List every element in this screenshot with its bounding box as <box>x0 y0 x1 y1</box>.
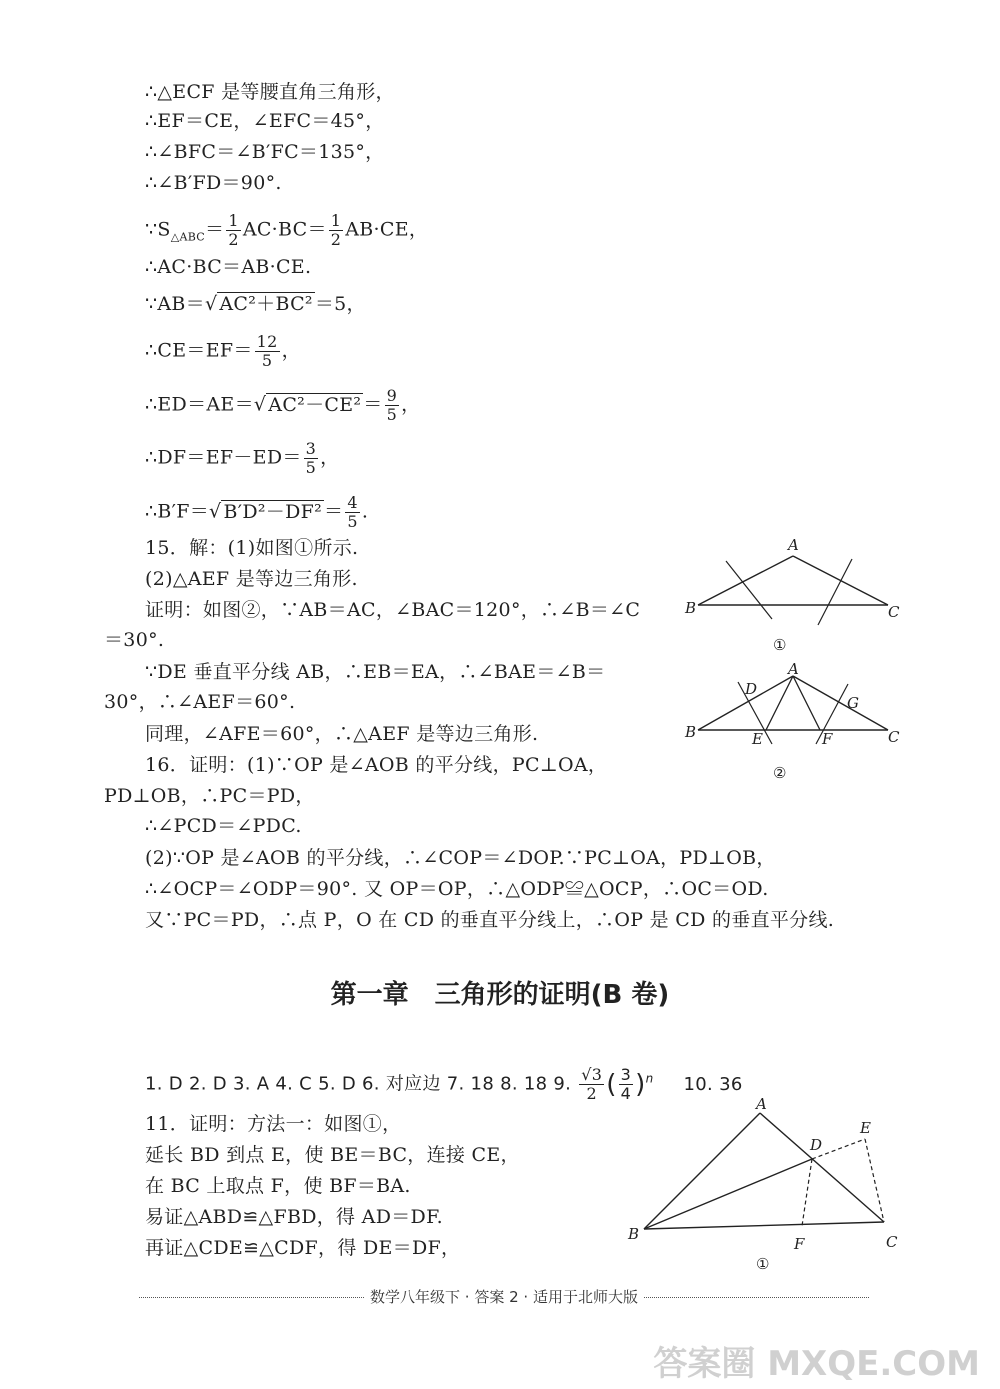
fraction-ce: $\frac{12}{5}$ <box>256 332 278 370</box>
q16-line-4: (2)∵OP 是∠AOB 的平分线，∴∠COP＝∠DOP.∵PC⊥OA，PD⊥OB， <box>145 847 776 869</box>
area-term-2: AB·CE， <box>345 218 429 241</box>
q15-line-2: (2)△AEF 是等边三角形. <box>145 568 358 590</box>
ed-prefix: ∴ED＝AE＝√ <box>145 393 267 416</box>
label-e: E <box>860 1119 871 1137</box>
q15-line-1: 15．解：(1)如图①所示. <box>145 537 359 559</box>
fraction-df: $\frac{3}{5}$ <box>305 439 317 477</box>
q16-line-2: PD⊥OB，∴PC＝PD， <box>104 785 315 807</box>
label-d: D <box>810 1136 823 1154</box>
solution-line-10 <box>145 440 339 477</box>
label-b: B <box>685 599 697 617</box>
q11-line-5: 再证△CDE≌△CDF，得 DE＝DF， <box>145 1237 461 1259</box>
label-e: E <box>752 730 763 748</box>
answer-row: 1. D 2. D 3. A 4. C 5. D 6. 对应边 7. 18 8. 18 9. $\frac{√3}{2}$ ( $\frac{3}{4}$ )$^n$ 10. 36 <box>145 1065 743 1103</box>
q15-line-5: ∵DE 垂直平分线 AB，∴EB＝EA，∴∠BAE＝∠B＝ <box>145 661 606 683</box>
page-footer <box>104 1286 904 1307</box>
figure-15-1 <box>680 535 910 655</box>
q16-line-5: ∴∠OCP＝∠ODP＝90°. 又 OP＝OP，∴△ODP≌△OCP，∴OC＝OD. <box>145 878 769 900</box>
figure-caption: ① <box>756 1255 770 1273</box>
q11-line-1: 11．证明：方法一：如图①， <box>145 1113 402 1135</box>
label-a: A <box>788 536 799 554</box>
label-a: A <box>788 660 799 678</box>
label-g: G <box>847 694 859 712</box>
label-b: B <box>628 1225 640 1243</box>
label-f: F <box>794 1235 805 1253</box>
q16-line-1: 16．证明：(1)∵OP 是∠AOB 的平分线，PC⊥OA， <box>145 754 608 776</box>
q15-line-4: ＝30°. <box>104 629 165 651</box>
equals: ＝ <box>363 393 383 416</box>
q15-line-7: 同理，∠AFE＝60°，∴△AEF 是等边三角形. <box>145 723 539 745</box>
fraction-sqrt3-over-2: $\frac{√3}{2}$ <box>581 1065 603 1103</box>
figure-15-2 <box>680 660 910 785</box>
area-prefix: ∵S <box>145 218 171 241</box>
comma: ， <box>401 393 421 416</box>
solution-line-9 <box>145 387 420 424</box>
ab-radicand: AC²＋BC² <box>219 293 313 315</box>
fraction-ed: $\frac{9}{5}$ <box>386 386 398 424</box>
answer-10: 10. 36 <box>683 1073 743 1095</box>
footer-dots-right <box>644 1297 869 1298</box>
solution-line-2: ∴EF＝CE，∠EFC＝45°， <box>145 110 385 132</box>
ab-result: ＝5， <box>314 293 366 315</box>
solution-line-4: ∴∠B′FD＝90°. <box>145 172 282 194</box>
fraction-3-over-4: $\frac{3}{4}$ <box>620 1065 632 1103</box>
fraction-bf: $\frac{4}{5}$ <box>347 493 358 531</box>
solution-line-6: ∴AC·BC＝AB·CE. <box>145 256 312 278</box>
label-f: F <box>822 730 833 748</box>
area-subscript: △ABC <box>170 230 206 244</box>
fraction-half-2: $\frac{1}{2}$ <box>330 211 342 249</box>
q11-line-4: 易证△ABD≌△FBD，得 AD＝DF. <box>145 1206 443 1228</box>
q16-line-3: ∴∠PCD＝∠PDC. <box>145 815 302 837</box>
fraction-half-1: $\frac{1}{2}$ <box>228 211 239 249</box>
comma: ， <box>281 339 301 362</box>
answers-1-to-9: 1. D 2. D 3. A 4. C 5. D 6. 对应边 7. 18 8. 18 9. <box>145 1073 572 1095</box>
equals: ＝ <box>205 218 225 241</box>
chapter-title: 第一章 三角形的证明(B 卷) <box>330 980 670 1010</box>
exponent-n: n <box>645 1071 654 1086</box>
ed-radicand: AC²－CE² <box>268 393 362 416</box>
solution-line-7 <box>145 292 366 316</box>
figure-caption: ① <box>773 636 787 654</box>
q11-line-3: 在 BC 上取点 F，使 BF＝BA. <box>145 1175 411 1197</box>
label-c: C <box>888 603 900 621</box>
q15-line-6: 30°，∴∠AEF＝60°. <box>104 691 296 713</box>
area-term-1: AC·BC＝ <box>242 218 327 241</box>
solution-line-8 <box>145 333 301 370</box>
equals: ＝ <box>324 500 344 523</box>
figure-11-1 <box>620 1095 910 1275</box>
label-c: C <box>888 728 900 746</box>
footer-text: 数学八年级下 · 答案 2 · 适用于北师大版 <box>370 1288 638 1306</box>
bf-radicand: B′D²－DF² <box>223 500 323 523</box>
label-d: D <box>745 680 758 698</box>
figure-caption: ② <box>773 764 787 782</box>
label-b: B <box>685 723 697 741</box>
solution-line-11 <box>145 494 368 531</box>
label-c: C <box>886 1233 898 1251</box>
label-a: A <box>756 1095 767 1113</box>
solution-line-5 <box>145 212 428 249</box>
ce-prefix: ∴CE＝EF＝ <box>145 339 253 362</box>
solution-line-3: ∴∠BFC＝∠B′FC＝135°， <box>145 141 385 163</box>
df-prefix: ∴DF＝EF－ED＝ <box>145 446 302 469</box>
q15-line-3: 证明：如图②，∵AB＝AC，∠BAC＝120°，∴∠B＝∠C <box>145 599 641 621</box>
q16-line-6: 又∵PC＝PD，∴点 P，O 在 CD 的垂直平分线上，∴OP 是 CD 的垂直平分线. <box>145 909 835 931</box>
footer-dots-left <box>139 1297 364 1298</box>
solution-line-1: ∴△ECF 是等腰直角三角形， <box>145 81 395 103</box>
period: . <box>361 500 369 523</box>
watermark-logo: 答案圈 MXQE.COM <box>653 1344 980 1384</box>
ab-prefix: ∵AB＝√ <box>145 293 218 315</box>
comma: ， <box>320 446 340 469</box>
bf-prefix: ∴B′F＝√ <box>145 500 222 523</box>
q11-line-2: 延长 BD 到点 E，使 BE＝BC，连接 CE， <box>145 1144 520 1166</box>
